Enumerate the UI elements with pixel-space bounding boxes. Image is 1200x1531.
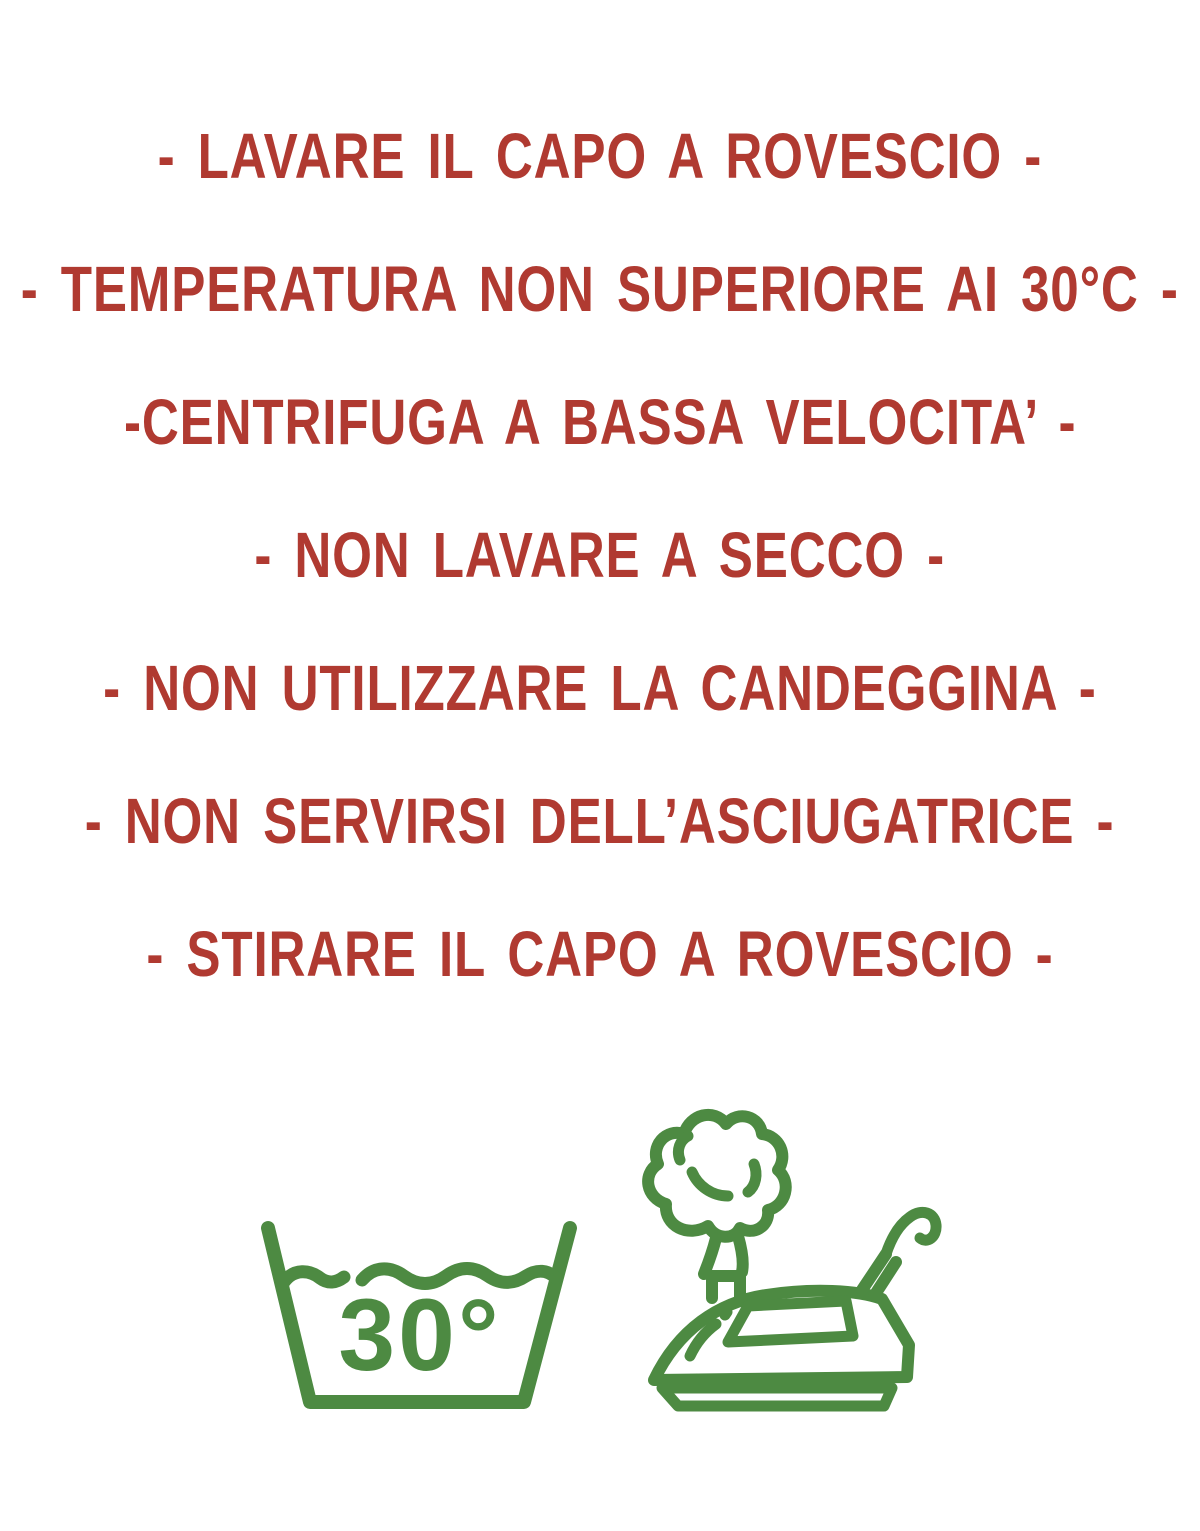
steam-iron-svg [632,1096,944,1414]
care-instruction-line-3 [0,355,1200,488]
care-instruction-text-6: - NON SERVIRSI DELL’ASCIUGATRICE - [85,784,1115,857]
care-instruction-line-2 [0,222,1200,355]
care-instruction-text-5: - NON UTILIZZARE LA CANDEGGINA - [103,651,1097,724]
care-instruction-text-2: - TEMPERATURA NON SUPERIORE AI 30°C - [21,252,1179,325]
iron-inner-panel [728,1301,853,1342]
care-instruction-line-1 [0,89,1200,222]
care-instruction-line-5 [0,621,1200,754]
care-instruction-text-1: - LAVARE IL CAPO A ROVESCIO - [157,119,1043,192]
care-instruction-line-4 [0,488,1200,621]
steam-iron-icon [632,1096,944,1414]
iron-vent-button [712,1276,740,1298]
iron-cord-hook [886,1212,936,1254]
care-instruction-line-6 [0,754,1200,887]
wash-basin-30-svg [258,1220,580,1412]
care-instruction-text-7: - STIRARE IL CAPO A ROVESCIO - [146,917,1054,990]
care-instructions-list [0,89,1200,1020]
care-instruction-text-4: - NON LAVARE A SECCO - [254,518,946,591]
steam-cloud-outline [648,1115,786,1237]
care-instruction-text-3: -CENTRIFUGA A BASSA VELOCITA’ - [123,385,1077,458]
wash-basin-30-icon [258,1220,580,1412]
care-instruction-line-7 [0,887,1200,1020]
wash-temperature-label: 30° [338,1278,502,1392]
iron-sole-plate [662,1388,892,1406]
